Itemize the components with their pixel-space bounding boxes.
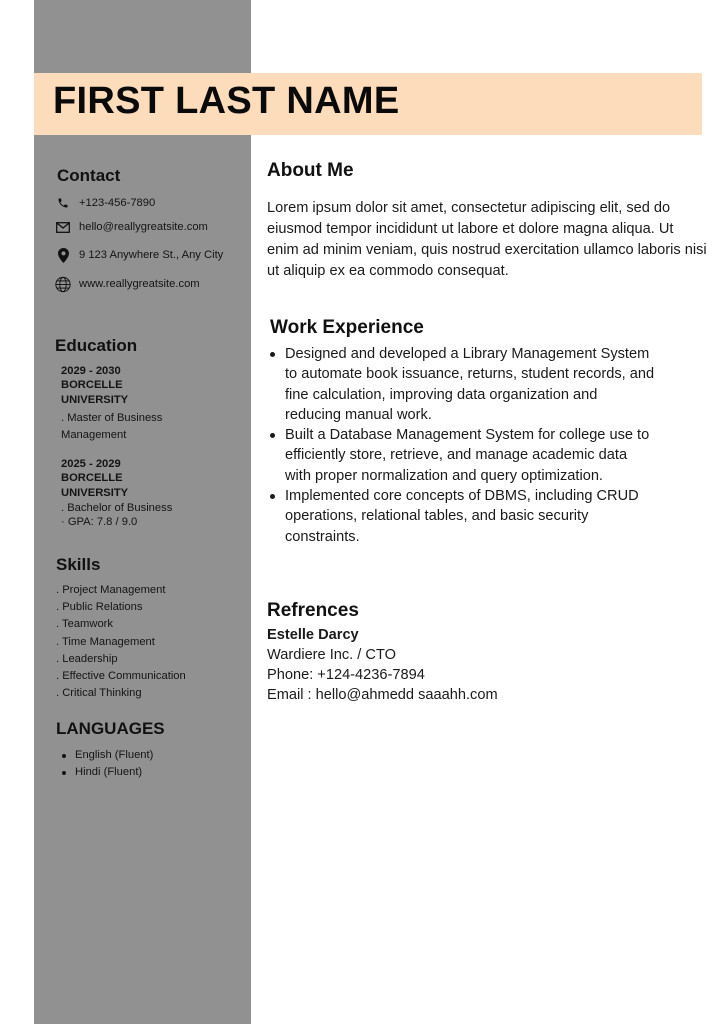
skill-item: . Leadership [56,653,118,665]
globe-icon [55,276,71,292]
email-address: hello@reallygreatsite.com [79,221,208,233]
edu-2-school: BORCELLE [61,472,123,484]
reference-company: Wardiere Inc. / CTO [267,647,396,663]
phone-number: +123-456-7890 [79,197,156,209]
contact-heading: Contact [57,166,121,185]
edu-1-school: BORCELLE [61,379,123,391]
location-pin-icon [55,247,71,263]
edu-1-degree: . Master of Business [61,412,163,424]
skill-item: . Effective Communication [56,670,186,682]
skill-item: . Critical Thinking [56,687,142,699]
work-item: Built a Database Management System for college use to efficiently store, retrieve, and manage academic data with proper normalization and query optimization. [267,425,657,486]
languages-heading: LANGUAGES [56,719,165,738]
reference-email[interactable]: Email : hello@ahmedd saaahh.com [267,687,498,703]
phone-icon [55,195,71,211]
edu-2-years: 2025 - 2029 [61,458,121,470]
mail-icon [55,219,71,235]
about-heading: About Me [267,160,354,181]
language-item: English (Fluent) [57,747,153,764]
edu-2-degree: . Bachelor of Business [61,502,173,514]
work-item: Designed and developed a Library Management System to automate book issuance, returns, student records, and fine calculation, improving data organization and reducing manual work. [267,344,657,425]
about-text: Lorem ipsum dolor sit amet, consectetur adipiscing elit, sed do eiusmod tempor incididunt ut labore et dolore magna aliqua. Ut enim ad minim veniam, quis nostrud exercitation ullamco laboris nisi ut aliquip ex ea commodo consequat. [267,200,707,279]
languages-list [57,747,153,781]
edu-2-gpa: · GPA: 7.8 / 9.0 [61,516,138,528]
skill-item: . Project Management [56,584,166,596]
contact-address [55,247,223,263]
language-item: Hindi (Fluent) [57,764,153,781]
education-heading: Education [55,336,138,355]
contact-website[interactable] [55,276,200,292]
edu-2-school-2: UNIVERSITY [61,487,129,499]
contact-phone [55,195,155,211]
reference-name: Estelle Darcy [267,627,359,643]
work-list [267,344,657,547]
skill-item: . Time Management [56,636,155,648]
address-text: 9 123 Anywhere St., Any City [79,249,224,261]
website-url: www.reallygreatsite.com [79,278,200,290]
skill-item: . Teamwork [56,618,113,630]
full-name: FIRST LAST NAME [53,80,400,122]
work-heading: Work Experience [270,317,424,338]
references-heading: Refrences [267,600,359,621]
reference-phone: Phone: +124-4236-7894 [267,667,425,683]
skill-item: . Public Relations [56,601,143,613]
contact-email[interactable] [55,219,208,235]
edu-1-years: 2029 - 2030 [61,365,121,377]
work-item: Implemented core concepts of DBMS, including CRUD operations, relational tables, and basic security constraints. [267,486,657,547]
skills-heading: Skills [56,555,101,574]
edu-1-school-2: UNIVERSITY [61,394,129,406]
edu-1-degree-2: Management [61,429,127,441]
